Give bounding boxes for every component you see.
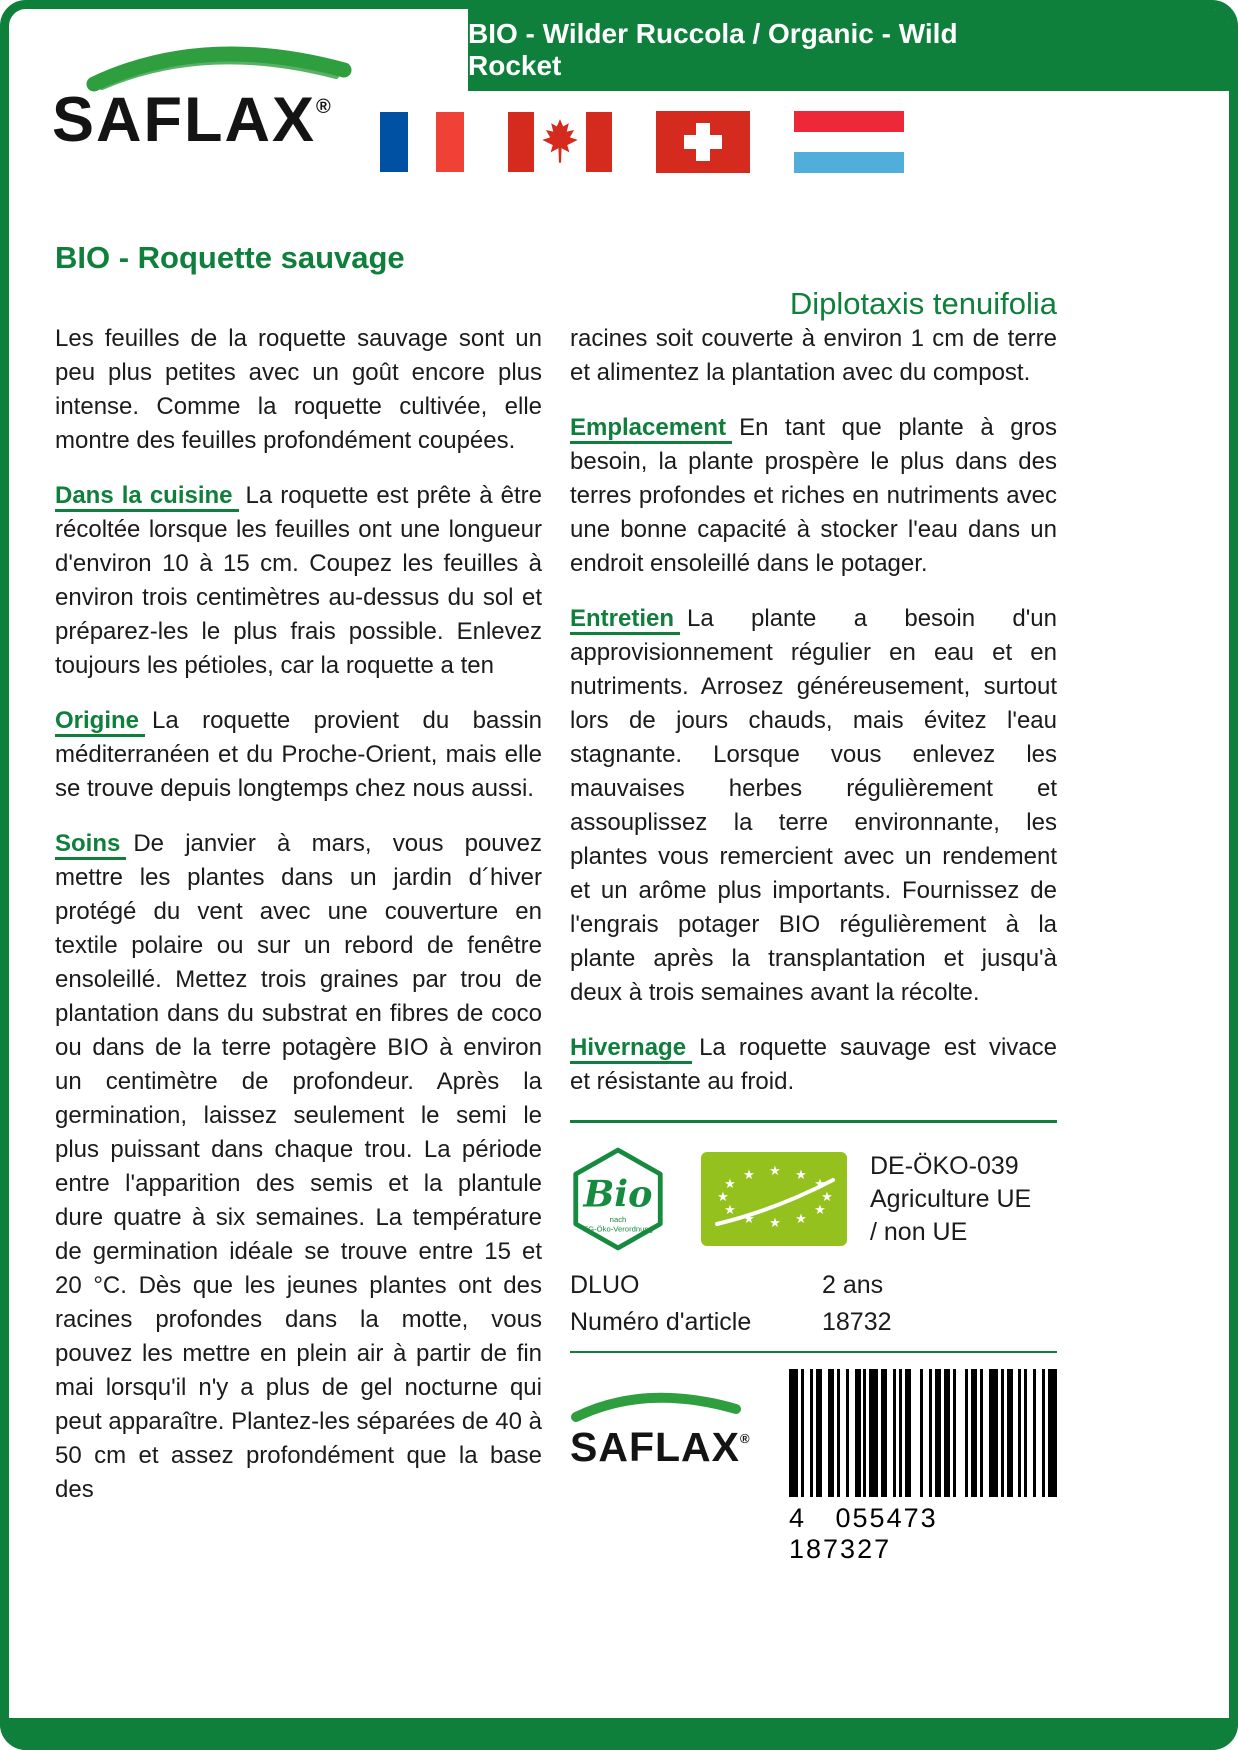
svg-text:★: ★ xyxy=(795,1212,807,1227)
certification-row xyxy=(570,1147,1057,1251)
logo-small-arc-icon xyxy=(570,1389,742,1423)
dluo-value: 2 ans xyxy=(822,1271,884,1299)
bio-seal-icon xyxy=(570,1147,666,1251)
svg-text:★: ★ xyxy=(795,1168,807,1183)
section-body-hivernage: La roquette sauvage est vivace et résistante au froid. xyxy=(570,1034,1057,1095)
top-banner xyxy=(468,9,1229,91)
canada-flag-icon xyxy=(508,112,612,172)
svg-text:★: ★ xyxy=(769,1164,781,1179)
article-row xyxy=(570,1304,1057,1341)
barcode xyxy=(789,1367,1057,1565)
eco-code: DE-ÖKO-039 xyxy=(870,1151,1019,1180)
svg-text:★: ★ xyxy=(769,1216,781,1231)
registered-mark-small: ® xyxy=(740,1431,751,1446)
bio-seal-text: Bio xyxy=(583,1172,653,1216)
section-head-emplacement: Emplacement xyxy=(570,414,732,444)
svg-text:★: ★ xyxy=(717,1190,729,1205)
agriculture-line2: / non UE xyxy=(870,1217,968,1246)
section-head-origine: Origine xyxy=(55,707,145,737)
france-flag-icon xyxy=(380,112,464,172)
saflax-logo-small xyxy=(570,1367,766,1471)
barcode-bars xyxy=(789,1369,1057,1497)
section-body-emplacement: En tant que plante à gros besoin, la plante prospère le plus dans des terres profondes et riches en nutriments avec une bonne capacité à stocker l'eau dans un endroit ensoleillé dans le potager. xyxy=(570,414,1057,577)
section-head-soins: Soins xyxy=(55,830,126,860)
dluo-row xyxy=(570,1267,1057,1304)
bio-seal-subtext1: nach xyxy=(609,1215,627,1225)
section-body-origine: La roquette provient du bassin méditerranéen et du Proche-Orient, mais elle se trouve depuis longtemps chez nous aussi. xyxy=(55,707,542,802)
section-emplacement xyxy=(570,411,1057,581)
section-hivernage xyxy=(570,1031,1057,1099)
eu-organic-leaf-icon xyxy=(700,1152,848,1246)
dluo-label: DLUO xyxy=(570,1271,640,1299)
brand-wordmark xyxy=(52,84,392,156)
section-head-entretien: Entretien xyxy=(570,605,680,635)
section-entretien xyxy=(570,602,1057,1010)
barcode-digits: 4 055473 187327 xyxy=(789,1503,938,1564)
svg-text:★: ★ xyxy=(743,1212,755,1227)
certification-text xyxy=(870,1150,1031,1249)
svg-text:★: ★ xyxy=(814,1177,826,1192)
botanical-name: Diplotaxis tenuifolia xyxy=(789,286,1057,321)
left-column xyxy=(55,322,542,1528)
registered-mark: ® xyxy=(316,96,333,118)
svg-text:★: ★ xyxy=(724,1177,736,1192)
flags-row xyxy=(380,110,904,174)
section-body-entretien: La plante a besoin d'un approvisionnement régulier en eau et en nutriments. Arrosez généreusement, surtout lors de jours chauds, mais évitez l'eau stagnante. Lorsque vous enlevez les mauvaises herbes régulièrement et assouplissez la terre environnante, les plantes vous remercient avec un rendement et un arôme plus importants. Fournissez de l'engrais potager BIO régulièrement à la plante après la transplantation et jusqu'à deux à trois semaines avant la récolte. xyxy=(570,605,1057,1006)
svg-text:★: ★ xyxy=(814,1203,826,1218)
svg-text:★: ★ xyxy=(821,1190,833,1205)
section-head-cuisine: Dans la cuisine xyxy=(55,482,239,512)
section-head-hivernage: Hivernage xyxy=(570,1034,692,1064)
switzerland-flag-icon xyxy=(656,111,750,173)
info-divider xyxy=(570,1120,1057,1123)
section-body-cuisine: La roquette est prête à être récoltée lorsque les feuilles ont une longueur d'environ 10 à 15 cm. Coupez les feuilles à environ trois centimètres au-dessus du sol et préparez-les le plus frais possible. Enlevez toujours les pétioles, car la roquette a ten xyxy=(55,482,542,679)
section-origine xyxy=(55,704,542,806)
article-value: 18732 xyxy=(822,1308,892,1336)
section-soins xyxy=(55,827,542,1507)
intro-paragraph: Les feuilles de la roquette sauvage sont un peu plus petites avec un goût encore plus intense. Comme la roquette cultivée, elle montre des feuilles profondément coupées. xyxy=(55,325,542,454)
svg-text:★: ★ xyxy=(724,1203,736,1218)
bottom-green-bar xyxy=(0,1718,1238,1750)
article-label: Numéro d'article xyxy=(570,1308,752,1336)
continuation-paragraph: racines soit couverte à environ 1 cm de terre et alimentez la plantation avec du compost. xyxy=(570,325,1057,386)
bio-seal-subtext2: EG-Öko-Verordnung xyxy=(583,1224,653,1234)
top-banner-text: BIO - Wilder Ruccola / Organic - Wild Rocket xyxy=(468,18,958,81)
product-title-fr: BIO - Roquette sauvage xyxy=(55,240,405,275)
section-cuisine xyxy=(55,479,542,683)
brand-text: SAFLAX xyxy=(52,85,316,155)
luxembourg-flag-icon xyxy=(794,111,904,173)
brand-text-small: SAFLAX xyxy=(570,1424,740,1470)
agriculture-line1: Agriculture UE xyxy=(870,1184,1032,1213)
svg-text:★: ★ xyxy=(743,1168,755,1183)
section-body-soins: De janvier à mars, vous pouvez mettre les plantes dans un jardin d´hiver protégé du vent avec une couverture en textile polaire ou sur un rebord de fenêtre ensoleillé. Mettez trois graines par trou de plantation dans du substrat en fibres de coco ou dans de la terre potagère BIO à environ un centimètre de profondeur. Après la germination, laissez seulement le semi le plus puissant dans chaque trou. La période entre l'apparition des semis et la plantule dure quatre à six semaines. La température de germination idéale se trouve entre 15 et 20 °C. Dès que les jeunes plantes ont des racines profondes dans la motte, vous pouvez les mettre en plein air à partir de fin mai lorsqu'il n'y a plus de gel nocturne qui peut apparaître. Plantez-les séparées de 40 à 50 cm et assez profondément que la base des xyxy=(55,830,542,1503)
brand-wordmark-small xyxy=(570,1424,766,1471)
bottom-row xyxy=(570,1367,1057,1565)
saflax-logo xyxy=(52,40,392,156)
barcode-divider xyxy=(570,1351,1057,1353)
right-column xyxy=(570,322,1057,1565)
